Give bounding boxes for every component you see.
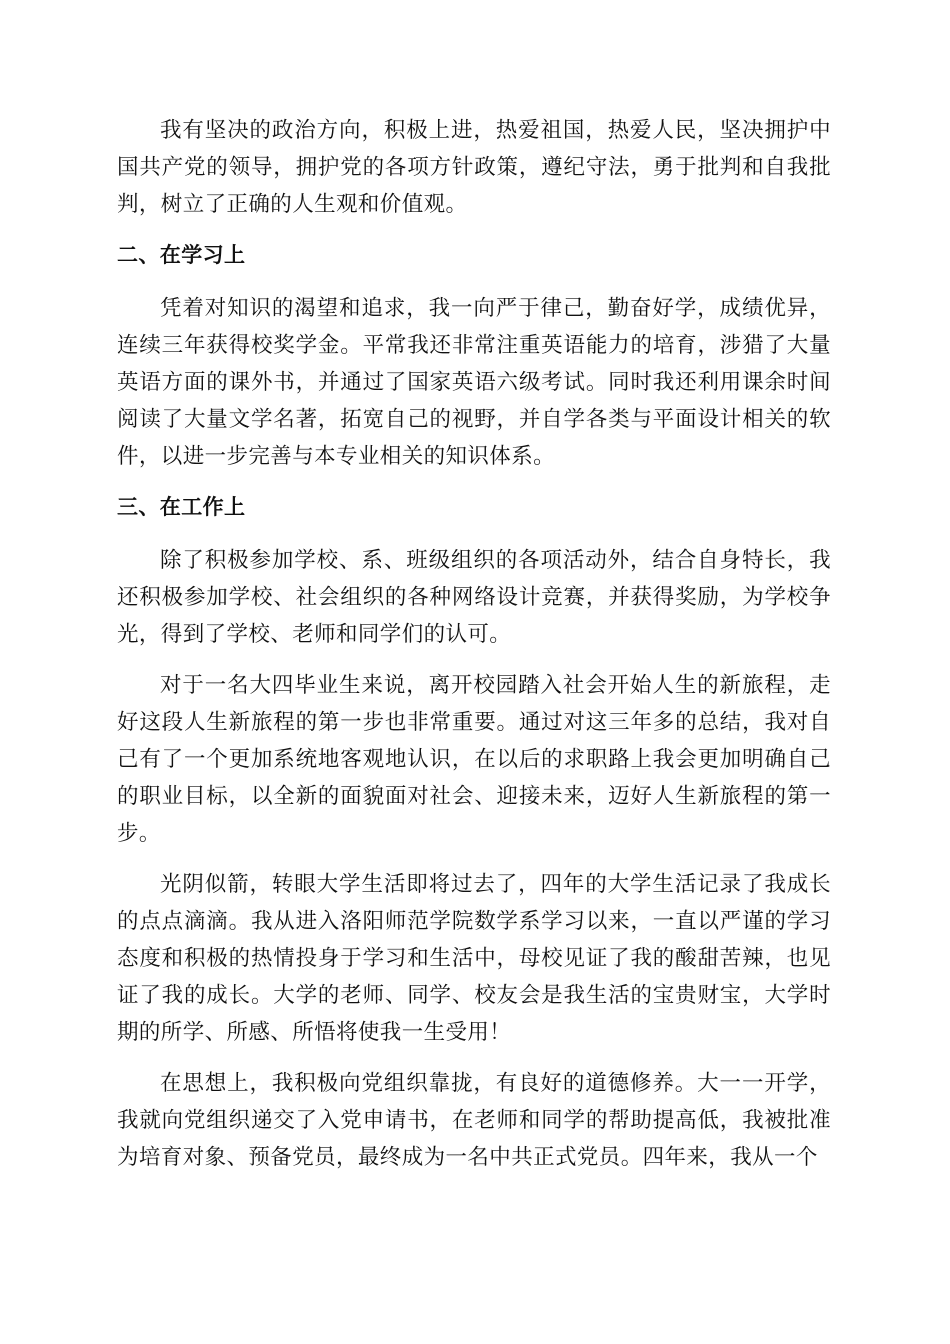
paragraph-graduate-goals: 对于一名大四毕业生来说，离开校园踏入社会开始人生的新旅程，走好这段人生新旅程的第一步也非常重要。通过对这三年多的总结，我对自己有了一个更加系统地客观地认识，在以后的求职路上我会更加明确自己的职业目标，以全新的面貌面对社会、迎接未来，迈好人生新旅程的第一步。: [117, 673, 831, 846]
heading-work: 三、在工作上: [117, 495, 246, 519]
paragraph-study: 凭着对知识的渴望和追求，我一向严于律己，勤奋好学，成绩优异，连续三年获得校奖学金。平常我还非常注重英语能力的培育，涉猎了大量英语方面的课外书，并通过了国家英语六级考试。同时我还利用课余时间阅读了大量文学名著，拓宽自己的视野，并自学各类与平面设计相关的软件，以进一步完善与本专业相关的知识体系。: [117, 296, 831, 469]
document-page: [117, 112, 831, 1190]
paragraph-work: 除了积极参加学校、系、班级组织的各项活动外，结合自身特长，我还积极参加学校、社会组织的各种网络设计竞赛，并获得奖励，为学校争光，得到了学校、老师和同学们的认可。: [117, 548, 831, 647]
paragraph-university-life: 光阴似箭，转眼大学生活即将过去了，四年的大学生活记录了我成长的点点滴滴。我从进入洛阳师范学院数学系学习以来，一直以严谨的学习态度和积极的热情投身于学习和生活中，母校见证了我的酸甜苦辣，也见证了我的成长。大学的老师、同学、校友会是我生活的宝贵财宝，大学时期的所学、所感、所悟将使我一生受用！: [117, 872, 831, 1045]
paragraph-ideology: 在思想上，我积极向党组织靠拢，有良好的道德修养。大一一开学，我就向党组织递交了入党申请书，在老师和同学的帮助提高低，我被批准为培育对象、预备党员，最终成为一名中共正式党员。四年来，我从一个: [117, 1071, 831, 1170]
paragraph-political-stance: 我有坚决的政治方向，积极上进，热爱祖国，热爱人民，坚决拥护中国共产党的领导，拥护党的各项方针政策，遵纪守法，勇于批判和自我批判，树立了正确的人生观和价值观。: [117, 118, 831, 217]
heading-study: 二、在学习上: [117, 243, 246, 267]
